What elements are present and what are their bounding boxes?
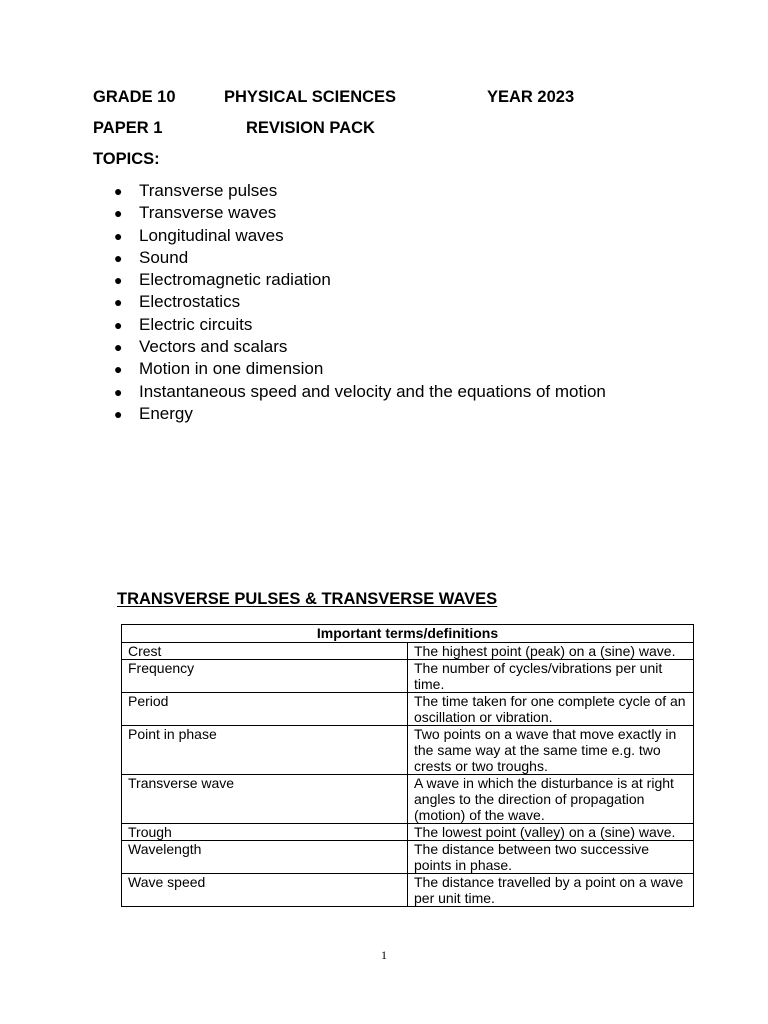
list-item xyxy=(114,358,606,380)
bullet-icon: ● xyxy=(114,405,123,422)
definition-cell: The time taken for one complete cycle of an oscillation or vibration. xyxy=(408,693,694,726)
bullet-icon: ● xyxy=(114,316,123,333)
subject-label: PHYSICAL SCIENCES xyxy=(224,88,397,106)
bullet-icon: ● xyxy=(114,383,123,400)
table-row xyxy=(122,874,694,907)
topic-text: Longitudinal waves xyxy=(139,225,284,245)
definition-cell: The lowest point (valley) on a (sine) wave. xyxy=(408,824,694,841)
table-row xyxy=(122,824,694,841)
bullet-icon: ● xyxy=(114,361,123,378)
definition-cell: A wave in which the disturbance is at right angles to the direction of propagation (motion) of the wave. xyxy=(408,775,694,824)
topic-text: Instantaneous speed and velocity and the equations of motion xyxy=(139,381,606,401)
list-item xyxy=(114,202,606,224)
definition-cell: The distance between two successive points in phase. xyxy=(408,841,694,874)
topic-text: Electrostatics xyxy=(139,292,241,312)
list-item xyxy=(114,180,606,202)
table-row xyxy=(122,660,694,693)
pack-label: REVISION PACK xyxy=(246,119,375,137)
topics-heading: TOPICS: xyxy=(93,150,160,168)
list-item xyxy=(114,247,606,269)
year-label: YEAR 2023 xyxy=(487,88,575,106)
table-row xyxy=(122,643,694,660)
topic-text: Vectors and scalars xyxy=(139,337,288,357)
term-cell: Wave speed xyxy=(122,874,408,907)
definition-cell: The distance travelled by a point on a wave per unit time. xyxy=(408,874,694,907)
term-cell: Trough xyxy=(122,824,408,841)
bullet-icon: ● xyxy=(114,272,123,289)
topics-list xyxy=(114,180,606,425)
table-header-row xyxy=(122,625,694,643)
bullet-icon: ● xyxy=(114,205,123,222)
grade-label: GRADE 10 xyxy=(93,88,176,106)
list-item xyxy=(114,336,606,358)
list-item xyxy=(114,381,606,403)
definition-cell: The highest point (peak) on a (sine) wave. xyxy=(408,643,694,660)
list-item xyxy=(114,225,606,247)
term-cell: Point in phase xyxy=(122,726,408,775)
topic-text: Energy xyxy=(139,403,193,423)
topic-text: Motion in one dimension xyxy=(139,359,324,379)
definitions-table xyxy=(121,624,694,907)
term-cell: Frequency xyxy=(122,660,408,693)
table-row xyxy=(122,775,694,824)
topic-text: Sound xyxy=(139,247,189,267)
table-header: Important terms/definitions xyxy=(122,625,694,643)
definition-cell: The number of cycles/vibrations per unit time. xyxy=(408,660,694,693)
list-item xyxy=(114,291,606,313)
list-item xyxy=(114,269,606,291)
topic-text: Transverse pulses xyxy=(139,181,278,200)
bullet-icon: ● xyxy=(114,183,123,199)
bullet-icon: ● xyxy=(114,294,123,311)
definition-cell: Two points on a wave that move exactly in the same way at the same time e.g. two crests or two troughs. xyxy=(408,726,694,775)
term-cell: Transverse wave xyxy=(122,775,408,824)
term-cell: Crest xyxy=(122,643,408,660)
term-cell: Wavelength xyxy=(122,841,408,874)
topic-text: Electromagnetic radiation xyxy=(139,270,331,290)
bullet-icon: ● xyxy=(114,227,123,244)
bullet-icon: ● xyxy=(114,339,123,356)
table-row xyxy=(122,841,694,874)
table-row xyxy=(122,693,694,726)
topic-text: Electric circuits xyxy=(139,314,253,334)
topic-text: Transverse waves xyxy=(139,203,277,223)
section-title: TRANSVERSE PULSES & TRANSVERSE WAVES xyxy=(117,590,498,608)
list-item xyxy=(114,403,606,425)
list-item xyxy=(114,314,606,336)
paper-label: PAPER 1 xyxy=(93,119,163,137)
table-row xyxy=(122,726,694,775)
page-number: 1 xyxy=(381,948,387,962)
bullet-icon: ● xyxy=(114,249,123,266)
term-cell: Period xyxy=(122,693,408,726)
